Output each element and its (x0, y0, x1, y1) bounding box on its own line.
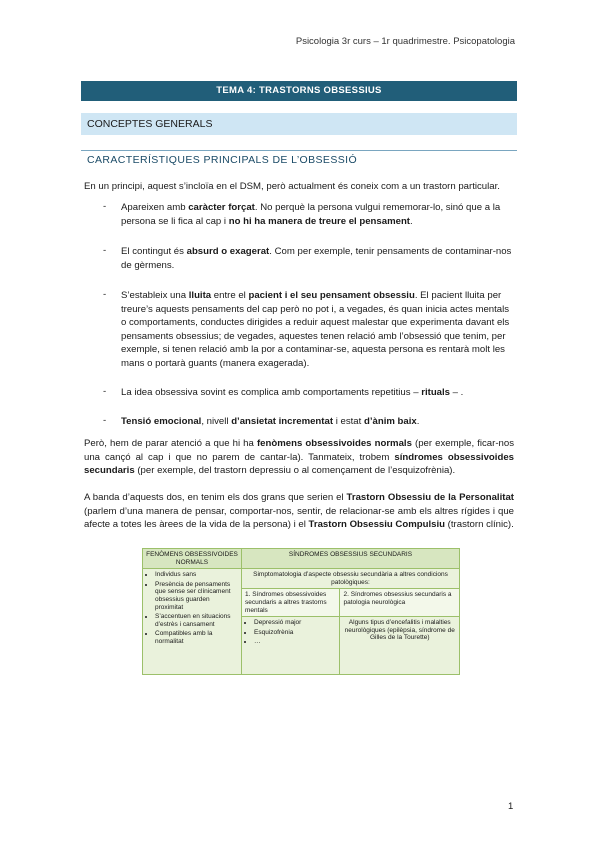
col-header-secondary: SÍNDROMES OBSESSIUS SECUNDARIS (242, 549, 460, 569)
mental-examples (242, 617, 340, 675)
section-heading: CONCEPTES GENERALS (81, 113, 517, 135)
secondary-description: Simptomatologia d’aspecte obsessiu secundària a altres condicions patològiques: (242, 569, 460, 589)
col-header-normal: FENÒMENS OBSESSIVOIDES NORMALS (143, 549, 242, 569)
list-item: • Esquizofrènia (254, 629, 336, 637)
bullet-3: S’estableix una lluita entre el pacient i el seu pensament obsessiu. El pacient lluita per treure’s aquests pensaments del cap però no pot i, a vegades, és quan inicia actes mentals o comportaments, conductes dirigides a reduir aquest malestar que experimenta davant els pensaments obsessius; de vegades, aquestes tenen relació amb l’obsessió que tenim, per exemple, si tenen relació amb la por a contaminar-se, aquesta persona es rentarà molt les mans o portarà guants (manera exagerada). (121, 290, 510, 369)
subsection-heading: CARACTERÍSTIQUES PRINCIPALS DE L’OBSESSIÓ (81, 150, 517, 169)
bullet-4: La idea obsessiva sovint es complica amb comportaments repetitius – rituals – . (121, 387, 464, 398)
paragraph-normal-phenomena: Però, hem de parar atenció a que hi ha fenòmens obsessivoides normals (per exemple, ficar-nos una cançó al cap i que no parem de cantar-la). Tanmateix, trobem síndromes obsessivoides secundaris (per exemple, del trastorn depressiu o al començament de l’esquizofrènia). (84, 438, 514, 477)
bullet-5: Tensió emocional, nivell d’ansietat incrementat i estat d’ànim baix. (121, 416, 420, 427)
paragraph-major-disorders: A banda d’aquests dos, en tenim els dos grans que serien el Trastorn Obsessiu de la Personalitat (parlem d’una manera de pensar, comportar-nos, sentir, de relacionar-se amb els altres rígides i que afecte a totes les àrees de la vida de la persona) i el Trastorn Obsessiu Compulsiu (trastorn clínic). (84, 492, 514, 531)
bullet-dash: - (103, 415, 107, 426)
intro-paragraph: En un principi, aquest s’incloïa en el DSM, però actualment és coneix com a un trastorn particular. (84, 181, 500, 192)
page-number: 1 (508, 801, 514, 812)
subtype-mental: 1. Síndromes obsessivoides secundaris a altres trastorns mentals (242, 589, 340, 617)
bullet-2: El contingut és absurd o exagerat. Com per exemple, tenir pensaments de contaminar-nos de gèrmens. (121, 246, 512, 271)
page-header: Psicologia 3r curs – 1r quadrimestre. Psicopatologia (295, 36, 515, 47)
topic-banner: TEMA 4: TRASTORNS OBSESSIUS (81, 81, 517, 101)
bullet-1: Apareixen amb caràcter forçat. No perquè la persona vulgui rememorar-lo, sinó que a la persona se li fica al cap i no hi ha manera de treure el pensament. (121, 202, 501, 227)
normal-phenomena-list (143, 569, 242, 675)
bullet-dash: - (103, 386, 107, 397)
list-item: • S’accentuen en situacions d’estrès i cansament (155, 613, 238, 628)
list-item: • … (254, 638, 336, 646)
comparison-table (142, 548, 460, 675)
list-item: • Compatibles amb la normalitat (155, 630, 238, 645)
bullet-dash: - (103, 289, 107, 300)
neuro-examples: Alguns tipus d’encefalitis i malalties neurològiques (epilèpsia, síndrome de Gilles de la Tourette) (340, 617, 460, 675)
bullet-dash: - (103, 201, 107, 212)
list-item: • Presència de pensaments que sense ser clínicament obsessius guarden proximitat (155, 581, 238, 611)
subtype-neuro: 2. Síndromes obsessius secundaris a patologia neurològica (340, 589, 460, 617)
list-item: • Individus sans (155, 571, 238, 579)
bullet-dash: - (103, 245, 107, 256)
list-item: • Depressió major (254, 619, 336, 627)
